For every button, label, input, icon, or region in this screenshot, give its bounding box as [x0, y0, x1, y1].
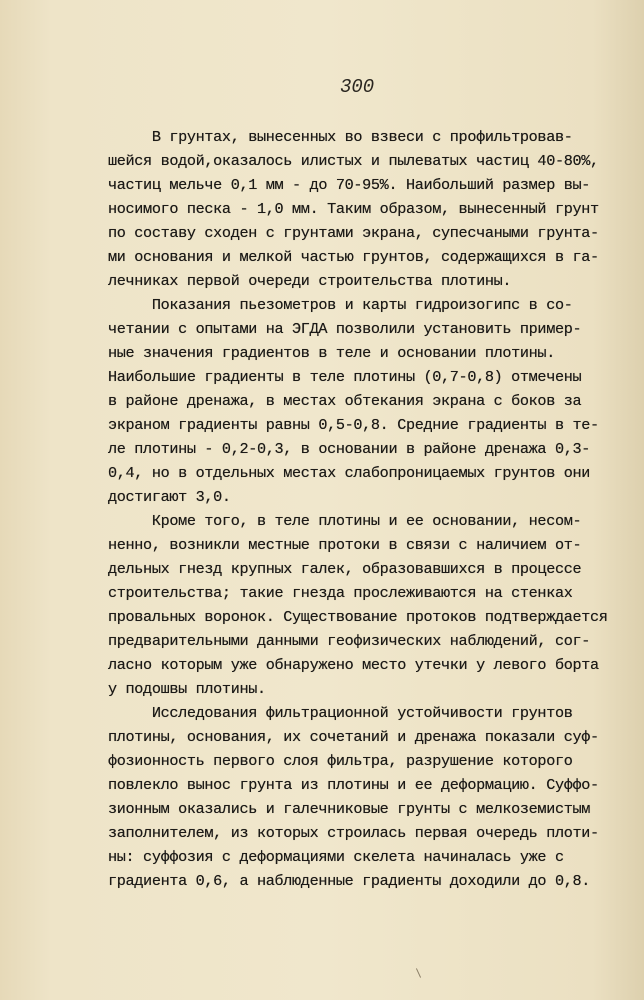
text-line: частиц мельче 0,1 мм - до 70-95%. Наибольший размер вы- — [108, 176, 591, 194]
text-line: предварительными данными геофизических наблюдений, сог- — [108, 632, 591, 650]
text-line: достигают 3,0. — [108, 488, 231, 506]
text-line: повлекло вынос грунта из плотины и ее деформацию. Суффо- — [108, 776, 599, 794]
paper-scratch-mark — [416, 968, 421, 977]
text-line: зионным оказались и галечниковые грунты с мелкоземистым — [108, 800, 591, 818]
text-line: носимого песка - 1,0 мм. Таким образом, вынесенный грунт — [108, 200, 599, 218]
text-line: ле плотины - 0,2-0,3, в основании в районе дренажа 0,3- — [108, 440, 591, 458]
text-line: ласно которым уже обнаружено место утечки у левого борта — [108, 656, 599, 674]
text-line: в районе дренажа, в местах обтекания экрана с боков за — [108, 392, 582, 410]
text-line: плотины, основания, их сочетаний и дренажа показали суф- — [108, 728, 599, 746]
text-line: градиента 0,6, а наблюденные градиенты доходили до 0,8. — [108, 872, 591, 890]
text-line: лечниках первой очереди строительства плотины. — [108, 272, 512, 290]
text-line: ные значения градиентов в теле и основании плотины. — [108, 344, 555, 362]
text-line: ненно, возникли местные протоки в связи с наличием от- — [108, 536, 582, 554]
text-line: В грунтах, вынесенных во взвеси с профильтровав- — [108, 128, 573, 146]
text-line: шейся водой,оказалось илистых и пылеватых частиц 40-80%, — [108, 152, 599, 170]
text-line: Наибольшие градиенты в теле плотины (0,7-0,8) отмечены — [108, 368, 582, 386]
text-line: 0,4, но в отдельных местах слабопроницаемых грунтов они — [108, 464, 591, 482]
text-line: строительства; такие гнезда прослеживаются на стенках — [108, 584, 573, 602]
text-line: по составу сходен с грунтами экрана, супесчаными грунта- — [108, 224, 599, 242]
text-line: экраном градиенты равны 0,5-0,8. Средние градиенты в те- — [108, 416, 599, 434]
text-line: фозионность первого слоя фильтра, разрушение которого — [108, 752, 573, 770]
page-number: 300 — [340, 76, 375, 98]
text-line: заполнителем, из которых строилась первая очередь плоти- — [108, 824, 599, 842]
text-line: Исследования фильтрационной устойчивости грунтов — [108, 704, 573, 722]
text-line: ны: суффозия с деформациями скелета начиналась уже с — [108, 848, 564, 866]
text-line: ми основания и мелкой частью грунтов, содержащихся в га- — [108, 248, 599, 266]
text-line: четании с опытами на ЭГДА позволили установить пример- — [108, 320, 582, 338]
text-line: Кроме того, в теле плотины и ее основании, несом- — [108, 512, 582, 530]
text-line: дельных гнезд крупных галек, образовавшихся в процессе — [108, 560, 582, 578]
text-line: у подошвы плотины. — [108, 680, 266, 698]
text-line: провальных воронок. Существование протоков подтверждается — [108, 608, 608, 626]
text-line: Показания пьезометров и карты гидроизогипс в со- — [108, 296, 573, 314]
